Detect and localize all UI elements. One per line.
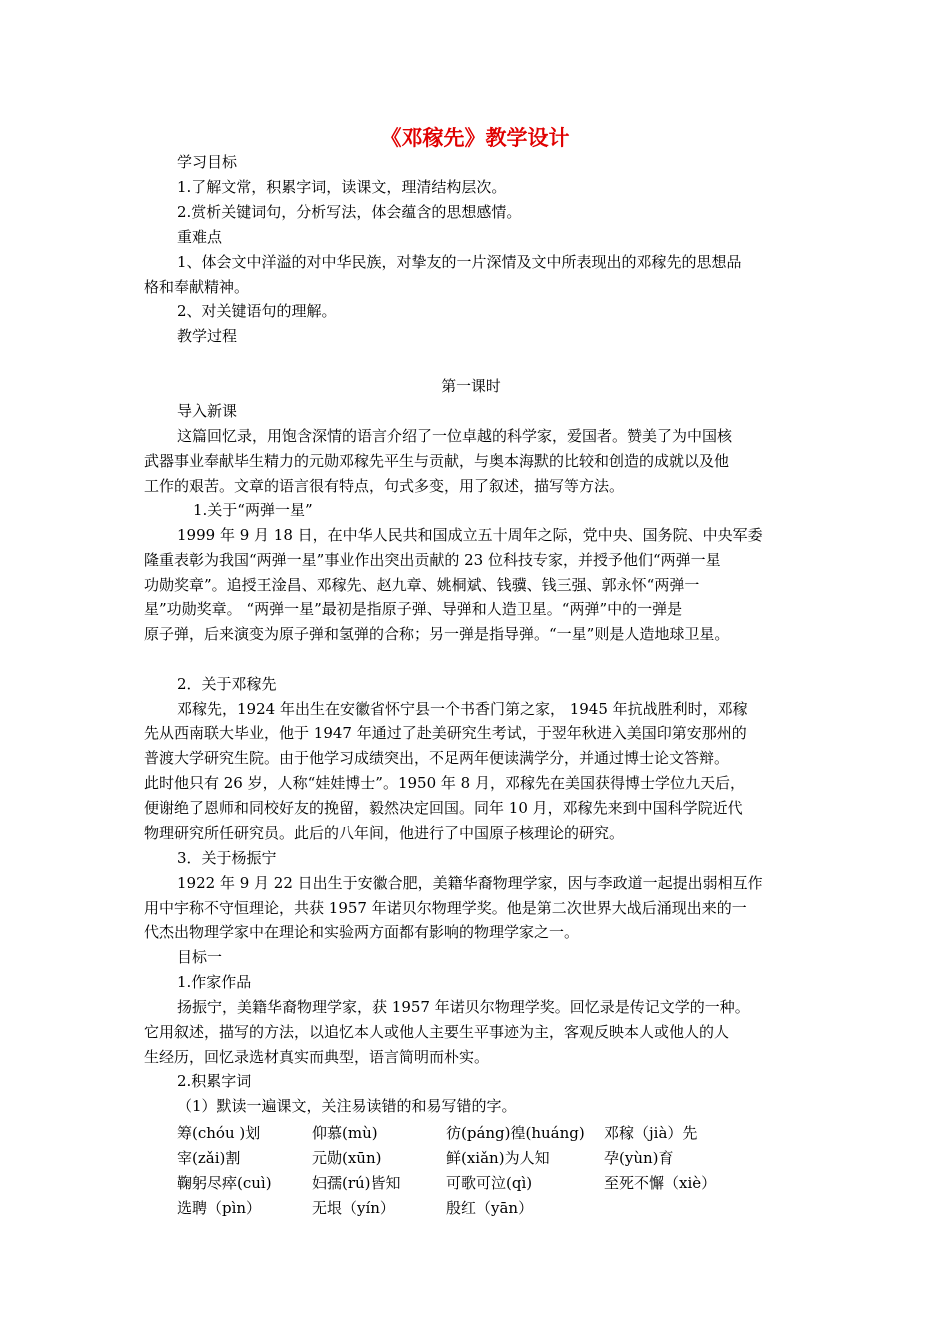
deng-line-4: 此时他只有 26 岁，人称“娃娃博士”。1950 年 8 月，邓稼先在美国获得博士学位九天后，: [144, 774, 745, 792]
document-title: 《邓稼先》教学设计: [380, 126, 570, 150]
works-line-1: 扬振宁，美籍华裔物理学家，获 1957 年诺贝尔物理学奖。回忆录是传记文学的一种。: [177, 998, 750, 1016]
vocab-item: 邓稼（jià）先: [604, 1124, 698, 1142]
heading-two-bombs: 1.关于“两弹一星”: [193, 501, 313, 519]
yang-line-1: 1922 年 9 月 22 日出生于安徽合肥，美籍华裔物理学家，因与李政道一起提出弱相互作: [177, 874, 763, 892]
works-line-3: 生经历，回忆录选材真实而典型，语言简明而朴实。: [144, 1048, 490, 1066]
heading-teaching-process: 教学过程: [177, 327, 238, 345]
two-bombs-line-1: 1999 年 9 月 18 日，在中华人民共和国成立五十周年之际，党中央、国务院、中央军委: [177, 526, 763, 544]
key-point-1: 1、体会文中洋溢的对中华民族，对挚友的一片深情及文中所表现出的邓稼先的思想品: [177, 253, 742, 271]
yang-line-2: 用中宇称不守恒理论，共获 1957 年诺贝尔物理学奖。他是第二次世界大战后涌现出来的一: [144, 899, 747, 917]
vocab-item: 无垠（yín）: [312, 1199, 395, 1217]
heading-learning-goals: 学习目标: [177, 153, 238, 171]
intro-line-1: 这篇回忆录，用饱含深情的语言介绍了一位卓越的科学家，爱国者。赞美了为中国核: [177, 427, 733, 445]
vocab-item: 仰慕(mù): [312, 1124, 378, 1142]
heading-author-works: 1.作家作品: [177, 973, 252, 991]
vocab-item: 元勋(xūn): [312, 1149, 382, 1167]
two-bombs-line-4: 星”功勋奖章。 “两弹一星”最初是指原子弹、导弹和人造卫星。“两弹”中的一弹是: [144, 600, 683, 618]
key-point-2: 2、对关键语句的理解。: [177, 302, 337, 320]
heading-deng-jiaxian: 2．关于邓稼先: [177, 675, 277, 693]
vocab-item: 妇孺(rú)皆知: [312, 1174, 401, 1192]
two-bombs-line-3: 功勋奖章”。追授王淦昌、邓稼先、赵九章、姚桐斌、钱骥、钱三强、郭永怀“两弹一: [144, 576, 700, 594]
deng-line-2: 先从西南联大毕业，他于 1947 年通过了赴美研究生考试，于翌年秋进入美国印第安那州的: [144, 724, 747, 742]
deng-line-6: 物理研究所任研究员。此后的八年间，他进行了中国原子核理论的研究。: [144, 824, 625, 842]
vocab-item: 选聘（pìn）: [177, 1199, 262, 1217]
heading-target-1: 目标一: [177, 948, 223, 966]
intro-line-3: 工作的艰苦。文章的语言很有特点，句式多变，用了叙述，描写等方法。: [144, 477, 625, 495]
vocab-item: 彷(páng)徨(huáng): [446, 1124, 585, 1142]
vocab-item: 宰(zǎi)割: [177, 1149, 241, 1167]
deng-line-1: 邓稼先，1924 年出生在安徽省怀宁县一个书香门第之家， 1945 年抗战胜利时，邓稼: [177, 700, 748, 718]
vocabulary-instruction: （1）默读一遍课文，关注易读错的和易写错的字。: [177, 1097, 517, 1115]
yang-line-3: 代杰出物理学家中在理论和实验两方面都有影响的物理学家之一。: [144, 923, 580, 941]
vocab-item: 殷红（yān）: [446, 1199, 534, 1217]
deng-line-3: 普渡大学研究生院。由于他学习成绩突出，不足两年便读满学分，并通过博士论文答辩。: [144, 749, 730, 767]
heading-yang-zhenning: 3．关于杨振宁: [177, 849, 277, 867]
two-bombs-line-5: 原子弹，后来演变为原子弹和氢弹的合称；另一弹是指导弹。“一星”则是人造地球卫星。: [144, 625, 730, 643]
lesson-heading: 第一课时: [441, 377, 501, 395]
vocab-item: 鞠躬尽瘁(cuì): [177, 1174, 272, 1192]
heading-vocabulary: 2.积累字词: [177, 1072, 252, 1090]
intro-line-2: 武器事业奉献毕生精力的元勋邓稼先平生与贡献，与奥本海默的比较和创造的成就以及他: [144, 452, 730, 470]
works-line-2: 它用叙述，描写的方法，以追忆本人或他人主要生平事迹为主，客观反映本人或他人的人: [144, 1023, 730, 1041]
goal-1: 1.了解文常，积累字词，读课文，理清结构层次。: [177, 178, 507, 196]
goal-2: 2.赏析关键词句，分析写法，体会蕴含的思想感情。: [177, 203, 522, 221]
two-bombs-line-2: 隆重表彰为我国“两弹一星”事业作出突出贡献的 23 位科技专家，并授予他们“两弹一星: [144, 551, 721, 569]
vocab-item: 鲜(xiǎn)为人知: [446, 1149, 550, 1167]
vocab-item: 筹(chóu )划: [177, 1124, 261, 1142]
vocab-item: 孕(yùn)育: [604, 1149, 674, 1167]
heading-key-points: 重难点: [177, 228, 223, 246]
key-point-1-cont: 格和奉献精神。: [144, 278, 250, 296]
vocab-item: 可歌可泣(qì): [446, 1174, 533, 1192]
vocab-item: 至死不懈（xiè）: [604, 1174, 717, 1192]
deng-line-5: 便谢绝了恩师和同校好友的挽留，毅然决定回国。同年 10 月，邓稼先来到中国科学院近代: [144, 799, 743, 817]
heading-intro: 导入新课: [177, 402, 238, 420]
